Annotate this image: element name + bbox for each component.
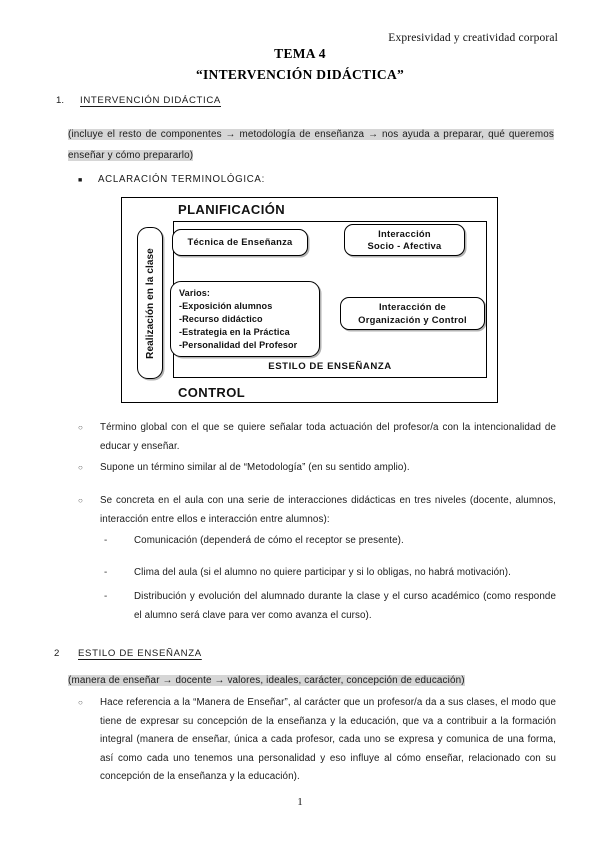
list-item-interacciones-text: Se concreta en el aula con una serie de interacciones didácticas en tres niveles (docente, alumnos, interacción entre ellos e interacción entre alumnos):: [100, 495, 556, 525]
sublist-item-distribucion-text: Distribución y evolución del alumnado durante la clase y el curso académico (como responde el alumno será clave para ver como avanza el curso).: [134, 591, 556, 621]
highlighted-note-1: [68, 124, 554, 166]
diagram-box-orgctrl-line2: Organización y Control: [358, 313, 467, 325]
title-line-2: “INTERVENCIÓN DIDÁCTICA”: [195, 67, 405, 82]
circle-bullet-icon: ○: [78, 423, 83, 432]
diagram-box-realizacion-label: Realización en la clase: [144, 247, 156, 359]
bullet-aclaracion-terminologica: [78, 174, 265, 188]
dash-bullet-icon: -: [104, 591, 108, 602]
section-2-label: ESTILO DE ENSEÑANZA: [78, 648, 202, 659]
list-item-manera-de-ensenar: [78, 694, 556, 787]
page-number: 1: [297, 796, 303, 808]
diagram-box-socio-line2: Socio - Afectiva: [367, 240, 442, 251]
diagram-varios-item-3: -Estrategia en la Práctica: [179, 327, 290, 337]
diagram-box-tecnica-ensenanza: [172, 229, 308, 256]
highlighted-note-2-text: (manera de enseñar → docente → valores, ideales, carácter, concepción de educación): [68, 675, 465, 686]
list-item-termino-global: [78, 419, 556, 456]
list-item-interacciones: [78, 492, 556, 529]
diagram-box-interaccion-socio-afectiva: [344, 224, 465, 256]
circle-bullet-icon: ○: [78, 463, 83, 472]
highlighted-note-2: [68, 670, 554, 691]
dash-bullet-icon: -: [104, 567, 108, 578]
document-title: [0, 46, 600, 83]
list-item-metodologia: [78, 459, 556, 478]
diagram-label-control: CONTROL: [178, 385, 246, 400]
running-head: Expresividad y creatividad corporal: [388, 32, 558, 44]
sublist-item-comunicacion-text: Comunicación (dependerá de cómo el receptor se presente).: [134, 535, 404, 546]
diagram-label-estilo-ensenanza: ESTILO DE ENSEÑANZA: [268, 361, 392, 372]
diagram-box-varios: [170, 281, 320, 357]
list-item-metodologia-text: Supone un término similar al de “Metodología” (en su sentido amplio).: [100, 462, 410, 473]
diagram-box-socio-line1: Interacción: [378, 227, 431, 239]
sublist-item-comunicacion: [104, 532, 556, 551]
section-2-number: 2: [54, 648, 60, 659]
diagram-box-orgctrl-lines: [358, 301, 467, 326]
diagram-box-orgctrl-line1: Interacción de: [378, 301, 447, 312]
list-item-termino-global-text: Término global con el que se quiere señalar toda actuación del profesor/a con la intencionalidad de educar y enseñar.: [100, 422, 556, 452]
diagram-box-tecnica-label: Técnica de Enseñanza: [187, 236, 293, 248]
square-bullet-icon: ■: [78, 177, 83, 184]
diagram-varios-item-2: -Recurso didáctico: [179, 314, 263, 324]
sublist-item-clima-aula-text: Clima del aula (si el alumno no quiere participar y si lo obligas, no habrá motivación).: [134, 567, 511, 578]
diagram-varios-item-1: -Exposición alumnos: [179, 301, 273, 311]
diagram-varios-item-4: -Personalidad del Profesor: [179, 340, 298, 350]
diagram-label-planificacion: PLANIFICACIÓN: [178, 202, 286, 217]
diagram-box-socio-lines: [368, 228, 442, 253]
dash-bullet-icon: -: [104, 535, 108, 546]
section-1-number: 1.: [56, 95, 65, 106]
section-heading-1: [56, 95, 558, 106]
section-1-label: INTERVENCIÓN DIDÁCTICA: [80, 95, 221, 106]
sublist-item-distribucion: [104, 588, 556, 625]
highlighted-note-1-text: (incluye el resto de componentes → metodología de enseñanza → nos ayuda a preparar, qué queremos enseñar y cómo prepararlo): [68, 129, 554, 161]
section-heading-2: [54, 648, 558, 659]
sublist-item-clima-aula: [104, 564, 556, 583]
diagram-box-interaccion-organizacion-control: [340, 297, 485, 330]
list-item-manera-de-ensenar-text: Hace referencia a la “Manera de Enseñar”, al carácter que un profesor/a da a sus clases, el modo que tiene de expresar su concepción de la enseñanza y la educación, que va a contribuir a la formación integral (manera de enseñar, única a cada profesor, cada uno se expresa y comunica de una forma, así como cada uno tenemos una personalidad y eso influye al cómo enseñar, relacionado con su concepción de la enseñanza y la educación).: [100, 697, 556, 782]
title-line-1: TEMA 4: [274, 46, 326, 61]
diagram-box-realizacion-en-la-clase: [137, 227, 163, 379]
circle-bullet-icon: ○: [78, 496, 83, 505]
bullet-aclaracion-text: ACLARACIÓN TERMINOLÓGICA:: [98, 174, 265, 185]
circle-bullet-icon: ○: [78, 698, 83, 707]
diagram-varios-heading: Varios:: [179, 288, 211, 298]
